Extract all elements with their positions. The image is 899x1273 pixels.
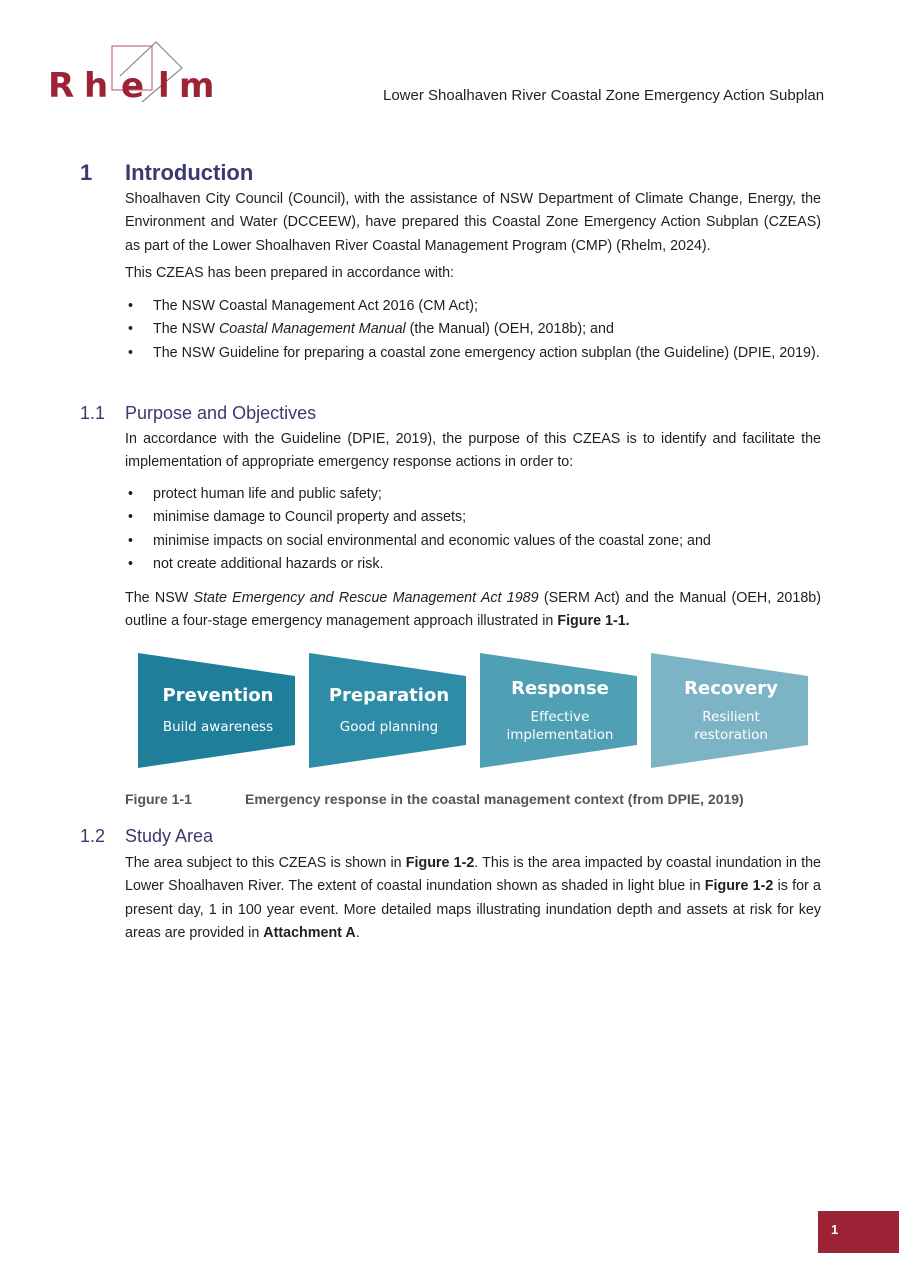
stage-title: Preparation <box>328 685 450 706</box>
stage-recovery <box>651 645 811 770</box>
stage-subtitle: Effective <box>530 709 590 725</box>
stage-subtitle: Good planning <box>339 719 439 735</box>
figure-reference: Figure 1-2 <box>405 855 475 871</box>
section-number: 1.2 <box>80 826 106 846</box>
section-number: 1.1 <box>80 403 106 423</box>
stage-subtitle: implementation <box>506 727 614 743</box>
rhelm-logo <box>46 38 226 108</box>
intro-paragraph: Shoalhaven City Council (Council), with the assistance of NSW Department of Climate Change, Energy, the Environment and Water (DCCEEW), have prepared this Coastal Zone Emergency Action Subplan (CZEAS) as part of the Lower Shoalhaven River Coastal Management Program (CMP) (Rhelm, 2024). <box>125 191 821 254</box>
list-item: • minimise impacts on social environmental and economic values of the coastal zone; and <box>128 532 711 549</box>
page-number: 1 <box>831 1222 839 1237</box>
list-item: • The NSW Coastal Management Manual (the Manual) (OEH, 2018b); and <box>128 321 614 338</box>
objectives-list <box>125 483 821 576</box>
section-number: 1 <box>80 160 93 185</box>
figure-reference: Figure 1-2 <box>704 878 774 895</box>
caption-number: Figure 1-1 <box>125 791 192 807</box>
logo-letter: R <box>48 66 75 106</box>
section-title: Introduction <box>125 160 254 185</box>
purpose-paragraph: In accordance with the Guideline (DPIE, 2019), the purpose of this CZEAS is to identify and facilitate the implementation of appropriate emergency response actions in order to: <box>125 431 821 471</box>
section-title: Study Area <box>125 826 214 846</box>
accordance-paragraph: This CZEAS has been prepared in accordance with: <box>125 265 455 281</box>
list-item: • The NSW Coastal Management Act 2016 (CM Act); <box>128 298 478 314</box>
stage-title: Response <box>511 678 609 699</box>
stage-title: Recovery <box>684 678 778 699</box>
list-item: • not create additional hazards or risk. <box>128 555 384 572</box>
page-number-badge <box>818 1211 899 1253</box>
stage-subtitle: Build awareness <box>162 719 274 735</box>
logo-letter: e <box>121 66 145 106</box>
logo-letter: m <box>179 66 215 106</box>
stage-title: Prevention <box>162 685 274 706</box>
stage-subtitle: Resilient <box>702 709 760 725</box>
list-item: • The NSW Guideline for preparing a coastal zone emergency action subplan (the Guideline) (DPIE, 2019). <box>128 344 820 361</box>
stage-preparation <box>309 645 469 770</box>
stage-response <box>480 645 640 770</box>
stage-prevention <box>138 645 298 770</box>
section-title: Purpose and Objectives <box>125 403 317 423</box>
logo-letter: l <box>158 66 170 106</box>
attachment-reference: Attachment A <box>263 924 356 941</box>
stage-subtitle: restoration <box>694 727 768 743</box>
emergency-stages-figure <box>130 645 840 780</box>
accordance-list <box>125 295 821 365</box>
figure-reference: Figure 1-1. <box>557 613 630 630</box>
document-title: Lower Shoalhaven River Coastal Zone Emergency Action Subplan <box>383 87 825 104</box>
study-area-paragraph: The area subject to this CZEAS is shown in Figure 1-2. This is the area impacted by coastal inundation in the Lower Shoalhaven River. The extent of coastal inundation shown as shaded in light blue in Figure 1-2 is for a present day, 1 in 100 year event. More detailed maps illustrating inundation depth and assets at risk for key areas are provided in Attachment A. <box>125 855 821 941</box>
logo-letter: h <box>84 66 109 106</box>
caption-text: Emergency response in the coastal management context (from DPIE, 2019) <box>245 791 744 807</box>
list-item: • protect human life and public safety; <box>128 486 382 502</box>
serm-act-paragraph: The NSW State Emergency and Rescue Management Act 1989 (SERM Act) and the Manual (OEH, 2018b) outline a four-stage emergency management approach illustrated in Figure 1-1. <box>125 590 821 630</box>
list-item: • minimise damage to Council property and assets; <box>128 509 467 526</box>
